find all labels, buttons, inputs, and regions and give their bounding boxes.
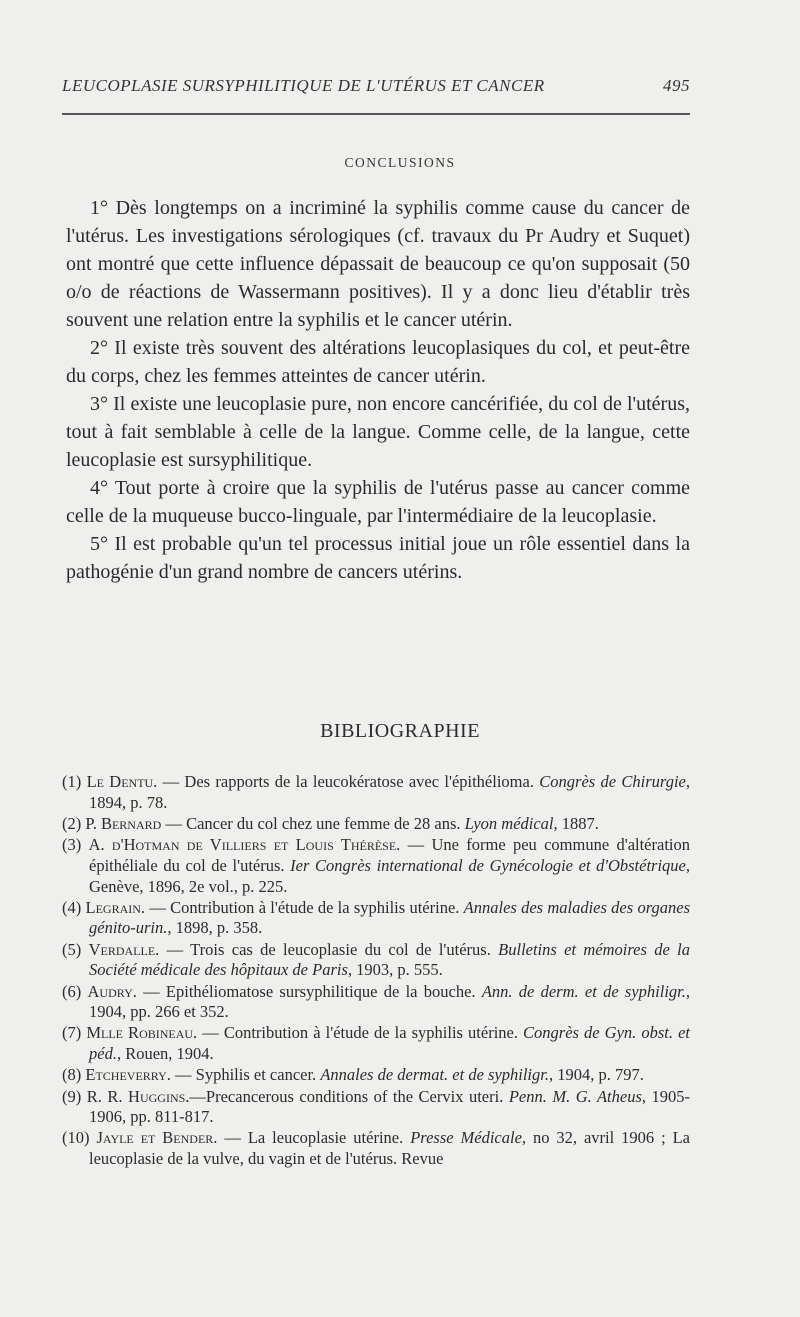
bibliography-list [62,772,690,1170]
entry-number: (1) [62,772,82,791]
entry-source: Congrès de Chirurgie [539,772,686,791]
entry-text: — Des rapports de la leucokératose avec l'épithélioma. [157,772,540,791]
bibliography-heading: BIBLIOGRAPHIE [320,720,480,742]
entry-source: Ann. de derm. et de syphiligr. [481,981,686,1001]
entry-number: (6) [62,981,82,1001]
entry-tail: , 1894, p. 78. [89,772,690,812]
entry-number: (2) [62,813,82,833]
bibliography-entry [62,772,690,813]
bibliography-entry [62,898,690,939]
entry-text: — Contribution à l'étude de la syphilis utérine. [197,1023,524,1043]
entry-text: — Une forme peu commune d'altération épithéliale du col de l'utérus. [89,835,690,875]
page-number: 495 [663,76,690,95]
entry-author: P. Bernard [85,813,162,833]
header-rule [62,113,690,115]
entry-author: Jayle et Bender. [96,1128,218,1148]
entry-number: (4) [62,897,82,917]
entry-text: — Epithéliomatose sursyphilitique de la bouche. [136,981,482,1001]
running-header [62,76,690,96]
entry-number: (5) [62,939,82,959]
entry-author: Le Dentu. [86,772,158,791]
bibliography-entry [62,1087,690,1128]
conclusion-item: 3° Il existe une leucoplasie pure, non encore cancérifiée, du col de l'utérus, tout à fait semblable à celle de la langue. Comme celle, de la langue, cette leucoplasie est sursyphilitique. [66,393,690,471]
entry-author: R. R. Huggins. [86,1086,190,1106]
bibliography-entry [62,1128,690,1169]
entry-tail: , 1905-1906, pp. 811-817. [89,1086,691,1127]
entry-source: Annales des maladies des organes génito-urin. [89,897,690,938]
entry-author: Audry. [87,981,137,1001]
conclusion-item: 2° Il existe très souvent des altérations leucoplasiques du col, et peut-être du corps, chez les femmes atteintes de cancer utérin. [66,337,690,387]
entry-source: Ier Congrès international de Gynécologie et d'Obstétrique [290,855,686,875]
entry-tail: , Genève, 1896, 2e vol., p. 225. [89,855,690,896]
entry-author: Mlle Robineau. [86,1023,198,1043]
running-title: LEUCOPLASIE SURSYPHILITIQUE DE L'UTÉRUS ET CANCER [62,76,545,95]
bibliography-entry [62,835,690,897]
bibliography-entry [62,1023,690,1064]
entry-author: A. d'Hotman de Villiers et Louis Thérèse. [88,835,401,855]
entry-tail: , 1904, p. 797. [548,1065,644,1085]
entry-number: (7) [62,1023,82,1043]
entry-number: (8) [62,1065,82,1085]
entry-number: (9) [62,1086,82,1106]
entry-tail: , 1903, p. 555. [347,960,443,980]
conclusions-heading: CONCLUSIONS [344,155,456,170]
entry-text: — Cancer du col chez une femme de 28 ans. [161,813,465,833]
entry-source: Congrès de Gyn. obst. et péd. [89,1023,690,1064]
entry-number: (3) [62,835,82,855]
entry-text: — Contribution à l'étude de la syphilis utérine. [145,897,464,917]
entry-author: Verdalle. [88,939,160,959]
entry-author: Legrain. [85,897,146,917]
entry-source: Bulletins et mémoires de la Société médicale des hôpitaux de Paris [89,939,690,980]
entry-author: Etcheverry. [85,1065,171,1085]
conclusion-item: 1° Dès longtemps on a incriminé la syphilis comme cause du cancer de l'utérus. Les investigations sérologiques (cf. travaux du Pr Audry et Suquet) ont montré que cette influence dépassait de beaucoup ce qu'on supposait (50 o/o de réactions de Wassermann positives). Il y a donc lieu d'établir très souvent une relation entre la syphilis et le cancer utérin. [66,197,690,331]
bibliography-entry [62,814,690,835]
conclusion-item: 5° Il est probable qu'un tel processus initial joue un rôle essentiel dans la pathogénie d'un grand nombre de cancers utérins. [66,533,690,583]
bibliography-entry [62,1065,690,1086]
bibliography-entry [62,940,690,981]
entry-tail: , 1898, p. 358. [167,918,263,938]
bibliography-entry [62,982,690,1023]
entry-text: — Syphilis et cancer. [170,1065,321,1085]
entry-source: Annales de dermat. et de syphiligr. [320,1065,549,1085]
entry-text: —Precancerous conditions of the Cervix uteri. [189,1086,509,1106]
entry-source: Presse Médicale [410,1128,522,1148]
conclusions-body [66,194,690,586]
entry-tail: , 1887. [553,813,599,833]
entry-text: — La leucoplasie utérine. [217,1128,411,1148]
entry-number: (10) [62,1128,90,1148]
entry-source: Penn. M. G. Atheus [508,1086,642,1106]
entry-text: — Trois cas de leucoplasie du col de l'utérus. [159,939,499,959]
entry-tail: , 1904, pp. 266 et 352. [89,981,691,1022]
entry-tail: , no 32, avril 1906 ; La leucoplasie de la vulve, du vagin et de l'utérus. Revue [89,1128,690,1169]
entry-tail: , Rouen, 1904. [116,1044,214,1064]
conclusion-item: 4° Tout porte à croire que la syphilis de l'utérus passe au cancer comme celle de la muqueuse bucco-linguale, par l'intermédiaire de la leucoplasie. [66,477,690,527]
entry-source: Lyon médical [464,813,554,833]
